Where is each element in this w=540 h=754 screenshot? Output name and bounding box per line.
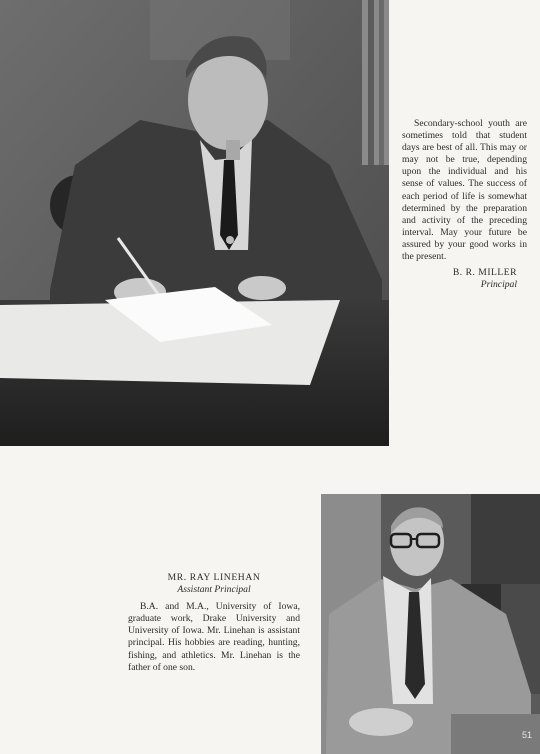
assistant-title: Assistant Principal <box>177 584 251 596</box>
assistant-bio: B.A. and M.A., University of Iowa, graduate work, Drake University and University of Iowa. Mr. Linehan is assistant principal. His hobbies are reading, hunting, fishing, and athletics. Mr. Linehan is the father of one son. <box>128 601 300 673</box>
assistant-name: MR. RAY LINEHAN <box>167 572 261 583</box>
principal-message-block <box>402 118 527 291</box>
principal-message-text: Secondary-school youth are sometimes told that student days are best of all. This may or may not be true, depending upon the individual and his sense of values. The success of each period of life is somewhat determined by the preparation and activity of the preceding interval. May your future be assured by your good works in the present. <box>402 118 527 263</box>
page-number: 51 <box>521 730 532 740</box>
principal-title: Principal <box>480 279 517 291</box>
assistant-photo <box>321 494 540 754</box>
principal-photo <box>0 0 389 446</box>
principal-name: B. R. MILLER <box>452 267 517 279</box>
principal-signature <box>402 267 527 291</box>
assistant-info-block <box>128 572 300 674</box>
